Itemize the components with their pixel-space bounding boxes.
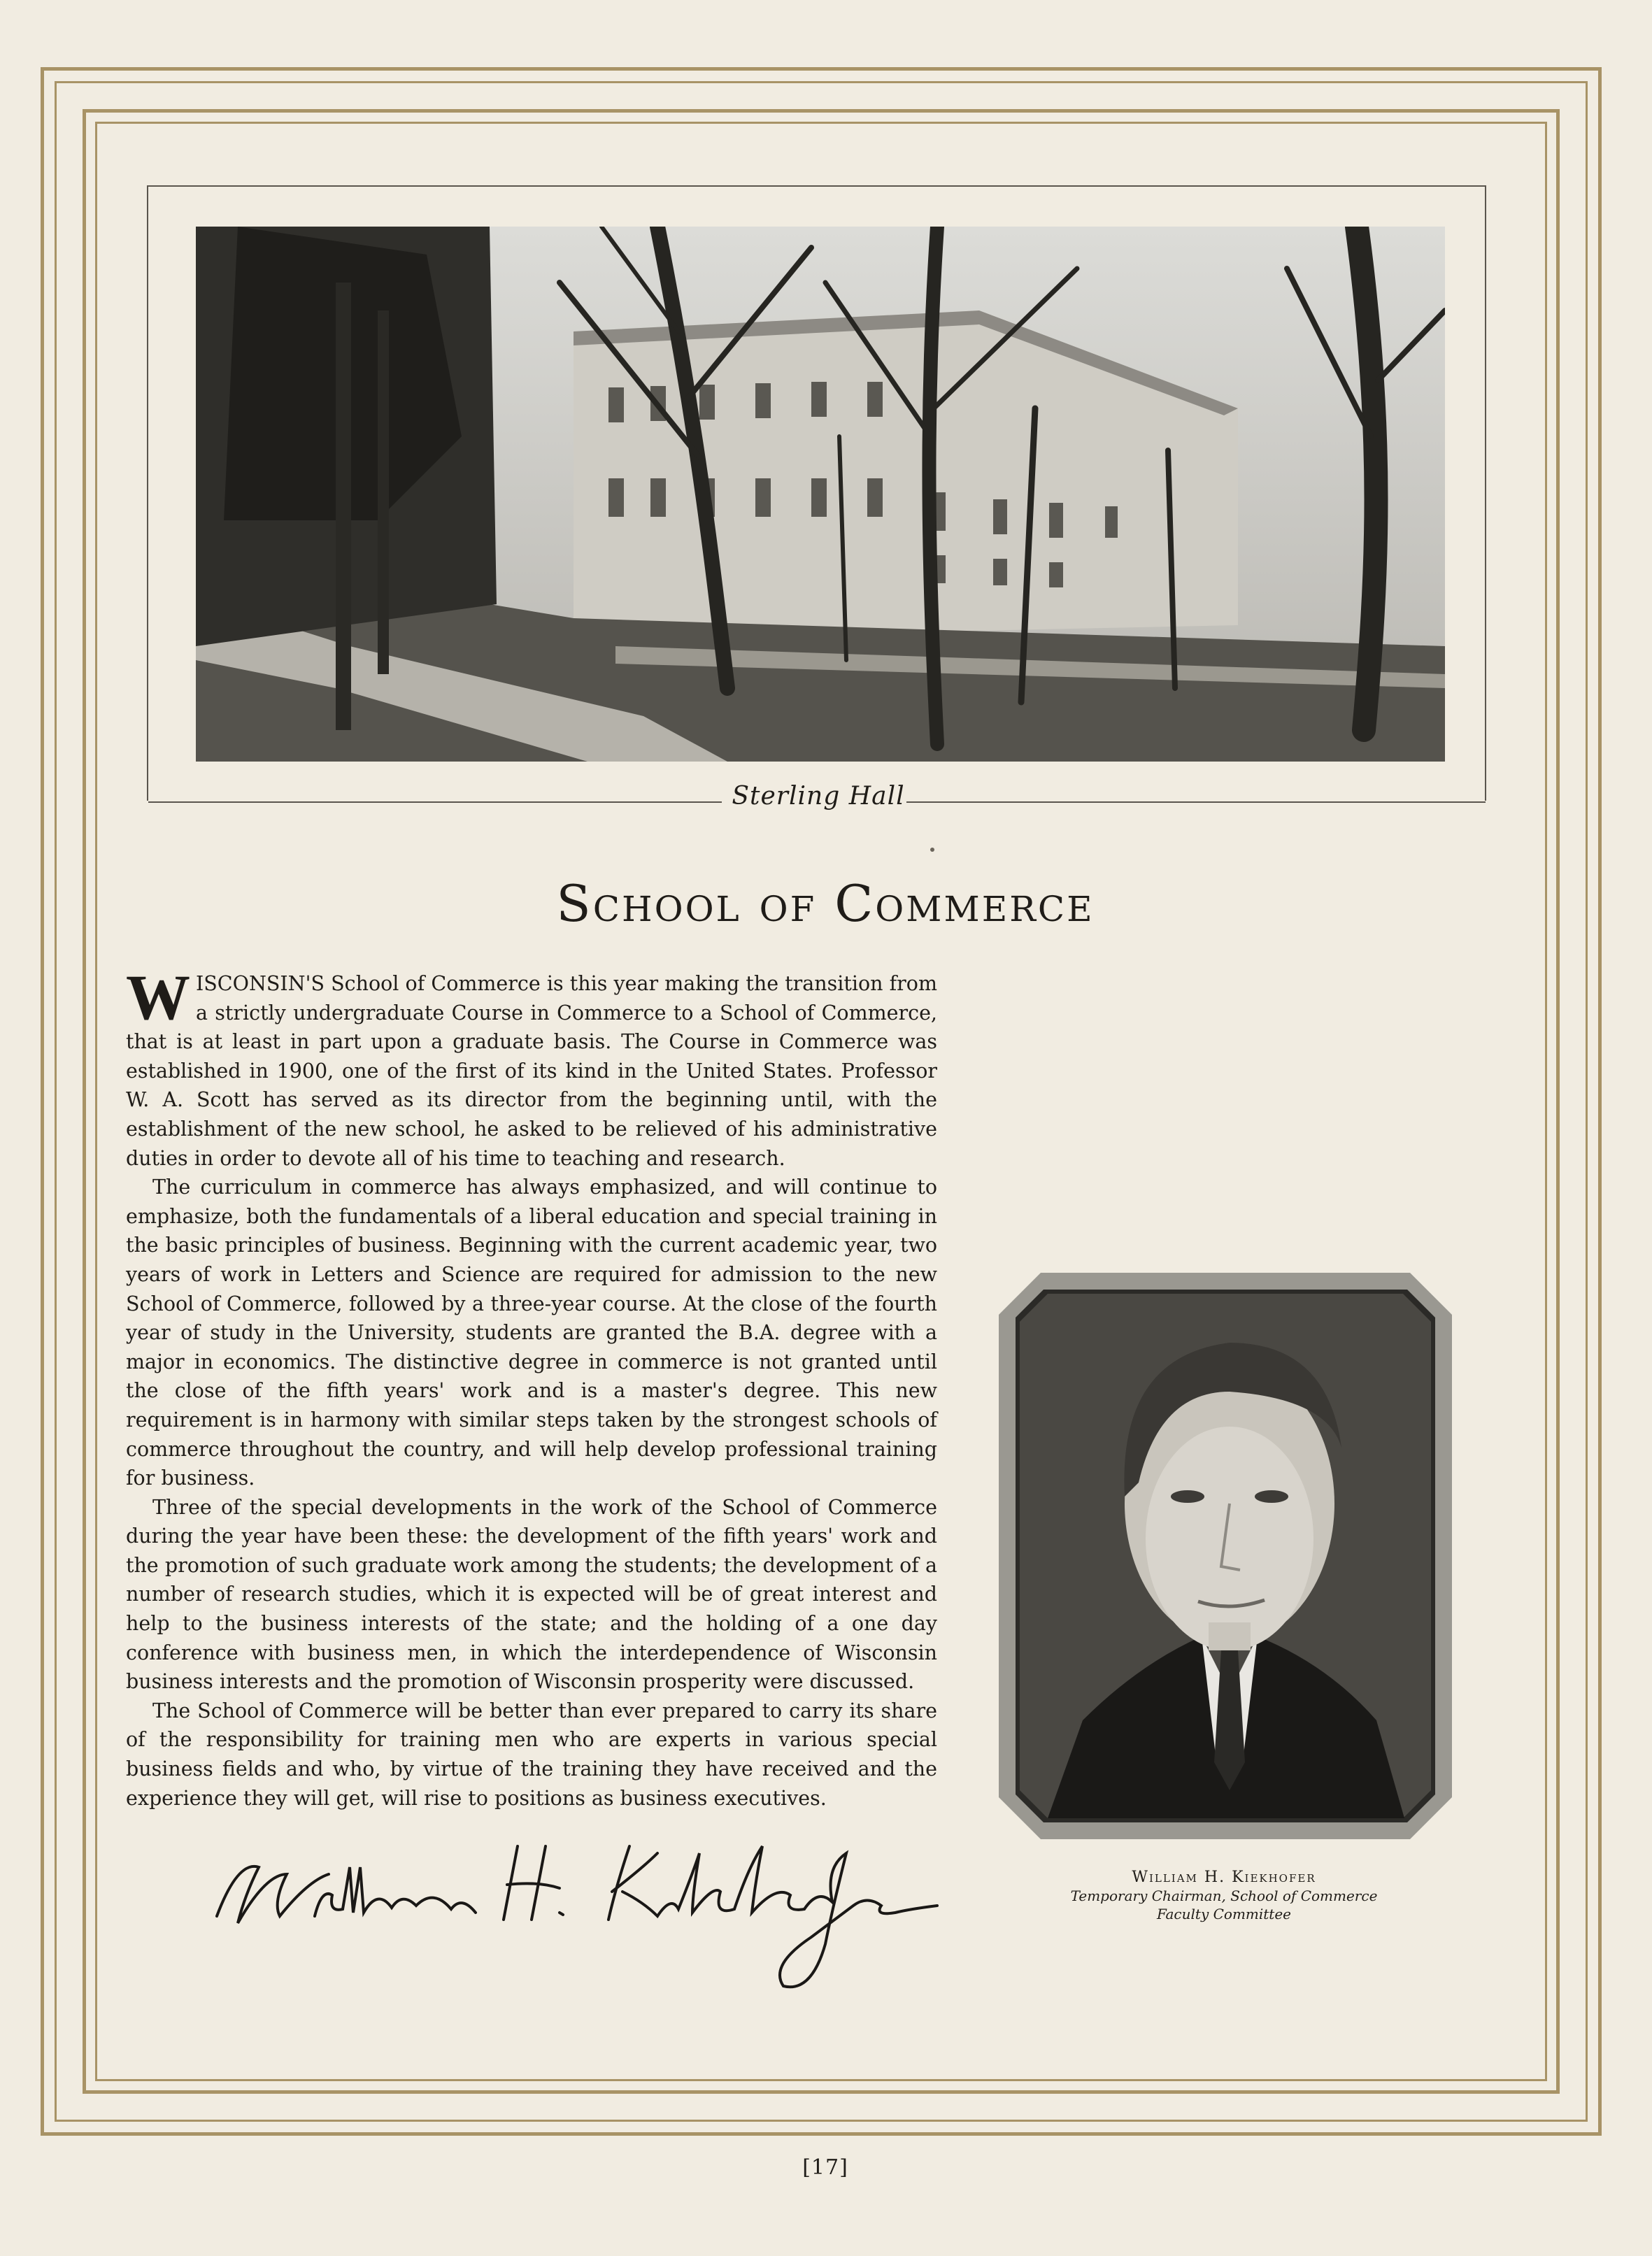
signature: [210, 1825, 979, 2000]
article-paragraph-4: The School of Commerce will be better than ever prepared to carry its share of the responsibility for training men who are experts in various special business fields and who, by virtue of the training they have received and the experience they will get, will rise to positions as business executives.: [126, 1699, 937, 1810]
portrait-photo: [999, 1273, 1452, 1839]
portrait-title-line1: Temporary Chairman, School of Commerce: [1070, 1887, 1378, 1904]
ornament-dot: [930, 848, 934, 852]
caption-rule-left: [148, 801, 722, 803]
page-title: School of Commerce: [556, 874, 1095, 933]
photo-caption: Sterling Hall: [732, 782, 905, 811]
first-paragraph-text: ISCONSIN'S School of Commerce is this year making the transition from a strictly undergraduate Course in Commerce to a School of Commerce, that is at least in part upon a graduate basis. The Course in Commerce was established in 1900, one of the first of its kind in the United States. Professor W. A. Scott has served as its director from the beginning until, with the establishment of the new school, he asked to be relieved of his administrative duties in order to devote all of his time to teaching and research.: [126, 972, 937, 1170]
sterling-hall-photo: [196, 227, 1445, 762]
caption-rule-right: [906, 801, 1486, 803]
portrait-title-line2: Faculty Committee: [1156, 1906, 1292, 1922]
drop-cap: W: [126, 962, 187, 1033]
page-number: [17]: [802, 2155, 848, 2180]
article-paragraph-3: Three of the special developments in the work of the School of Commerce during the year have been these: the development of the fifth years' work and the promotion of such graduate work among the students; the development of a number of research studies, which it is expected will be of great interest and help to the business interests of the state; and the holding of a one day conference with business men, in which the interdependence of Wisconsin business interests and the promotion of Wisconsin prosperity were discussed.: [126, 1495, 937, 1694]
portrait-caption: [1007, 1869, 1441, 1923]
portrait-name: William H. Kiekhofer: [1132, 1869, 1316, 1886]
article-paragraph-2: The curriculum in commerce has always emphasized, and will continue to emphasize, both the fundamentals of a liberal education and special training in the basic principles of business. Beginning with the current academic year, two years of work in Letters and Science are required for admission to the new School of Commerce, followed by a three-year course. At the close of the fourth year of study in the University, students are granted the B.A. degree with a major in economics. The distinctive degree in commerce is not granted until the close of the fifth years' work and is a master's degree. This new requirement is in harmony with similar steps taken by the strongest schools of commerce throughout the country, and will help develop professional training for business.: [126, 1176, 937, 1490]
article-paragraph-1: [126, 962, 937, 1173]
article-body: [126, 962, 937, 1813]
